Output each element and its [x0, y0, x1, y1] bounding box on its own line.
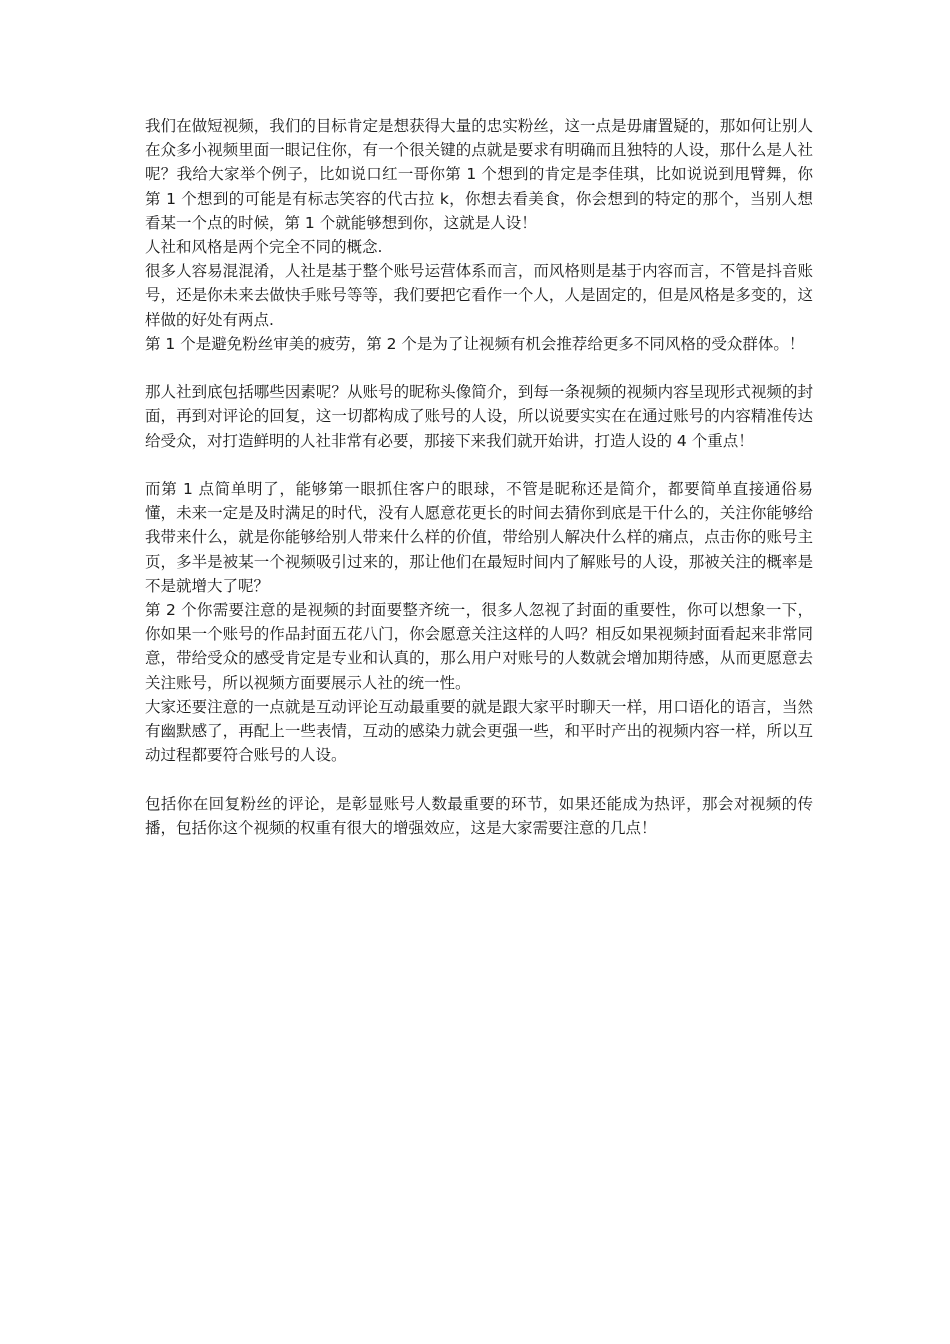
- paragraph-comments: 包括你在回复粉丝的评论，是彰显账号人数最重要的环节，如果还能成为热评，那会对视频的传播，包括你这个视频的权重有很大的增强效应，这是大家需要注意的几点！: [145, 794, 813, 837]
- document-body: [145, 114, 813, 840]
- paragraph-factors: 那人社到底包括哪些因素呢？从账号的昵称头像简介，到每一条视频的视频内容呈现形式视频的封面，再到对评论的回复，这一切都构成了账号的人设，所以说要实实在在通过账号的内容精准传达给受众，对打造鲜明的人社非常有必要，那接下来我们就开始讲，打造人设的 4 个重点！: [145, 383, 813, 450]
- paragraph-benefits: 第 1 个是避免粉丝审美的疲劳，第 2 个是为了让视频有机会推荐给更多不同风格的受众群体。！: [145, 334, 805, 353]
- paragraph-intro: 我们在做短视频，我们的目标肯定是想获得大量的忠实粉丝，这一点是毋庸置疑的，那如何让别人在众多小视频里面一眼记住你，有一个很关键的点就是要求有明确而且独特的人设，那什么是人社呢？我给大家举个例子，比如说口红一哥你第 1 个想到的肯定是李佳琪，比如说说到甩臂舞，你第 1 个想到的可能是有标志笑容的代古拉 k，你想去看美食，你会想到的特定的那个，当别人想看某一个点的时候，第 1 个就能够想到你，这就是人设！: [145, 117, 813, 232]
- paragraph-concept: 人社和风格是两个完全不同的概念.: [145, 238, 383, 257]
- paragraph-spacer: [145, 356, 813, 380]
- paragraph-point-one: 而第 1 点简单明了，能够第一眼抓住客户的眼球，不管是昵称还是简介，都要简单直接通俗易懂，未来一定是及时满足的时代，没有人愿意花更长的时间去猜你到底是干什么的，关注你能够给我带来什么，就是你能够给别人带来什么样的价值，带给别人解决什么样的痛点，点击你的账号主页，多半是被某一个视频吸引过来的，那让他们在最短时间内了解账号的人设，那被关注的概率是不是就增大了呢？: [145, 480, 813, 595]
- paragraph-spacer: [145, 453, 813, 477]
- paragraph-spacer: [145, 767, 813, 791]
- paragraph-point-two: 第 2 个你需要注意的是视频的封面要整齐统一，很多人忽视了封面的重要性，你可以想象一下，你如果一个账号的作品封面五花八门，你会愿意关注这样的人吗？相反如果视频封面看起来非常同意，带给受众的感受肯定是专业和认真的，那么用户对账号的人数就会增加期待感，从而更愿意去关注账号，所以视频方面要展示人社的统一性。: [145, 601, 813, 692]
- paragraph-confusion: 很多人容易混混淆，人社是基于整个账号运营体系而言，而风格则是基于内容而言，不管是抖音账号，还是你未来去做快手账号等等，我们要把它看作一个人，人是固定的，但是风格是多变的，这样做的好处有两点.: [145, 262, 813, 329]
- paragraph-interaction: 大家还要注意的一点就是互动评论互动最重要的就是跟大家平时聊天一样，用口语化的语言，当然有幽默感了，再配上一些表情，互动的感染力就会更强一些，和平时产出的视频内容一样，所以互动过程都要符合账号的人设。: [145, 697, 813, 765]
